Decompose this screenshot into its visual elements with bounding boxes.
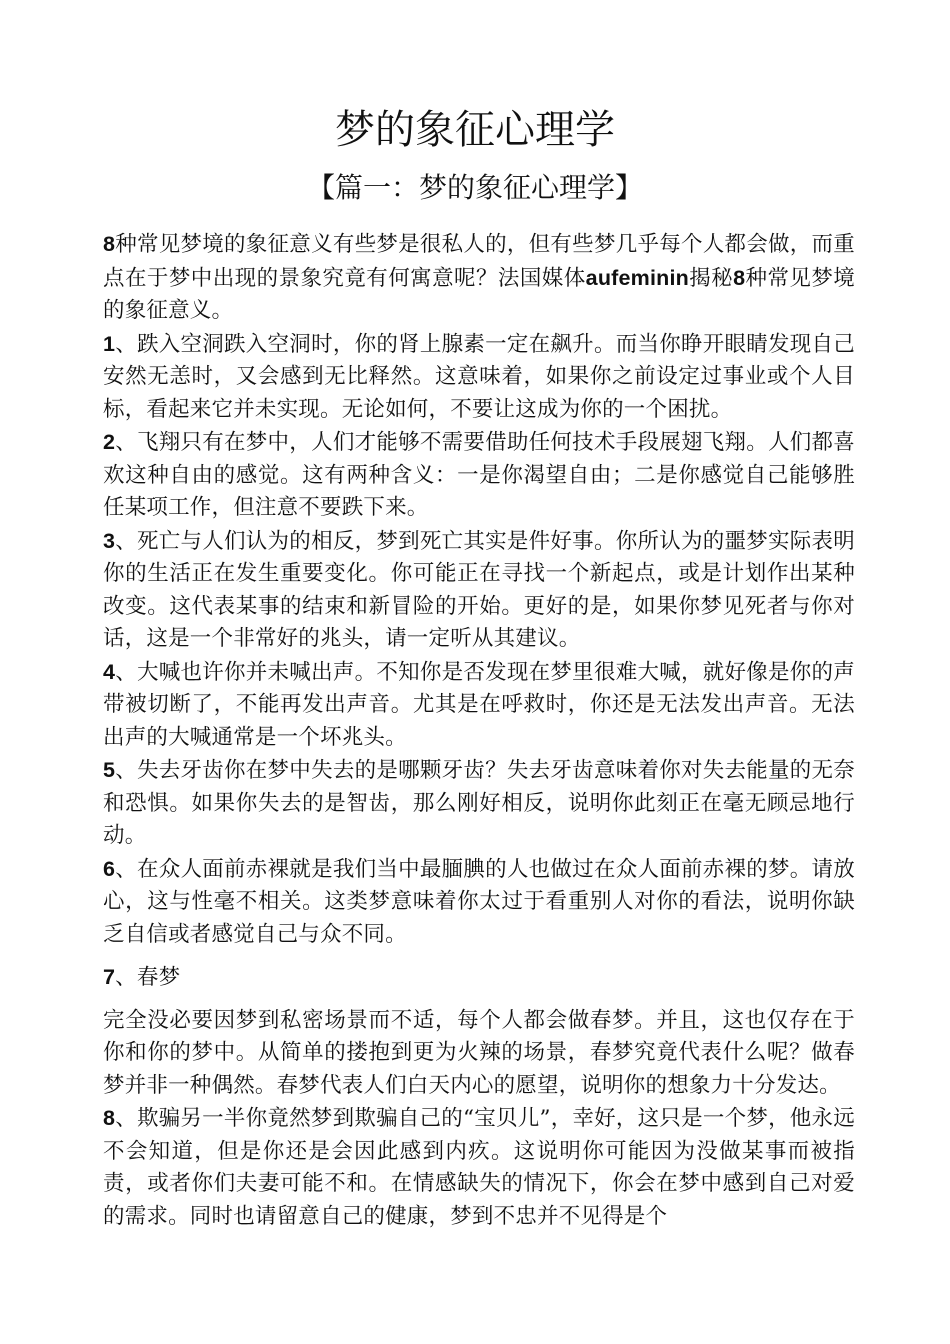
item-number: 2 xyxy=(103,430,116,454)
spacer xyxy=(103,951,855,961)
intro-paragraph xyxy=(103,228,855,328)
item-text: 、在众人面前赤裸就是我们当中最腼腆的人也做过在众人面前赤裸的梦。请放心，这与性毫不相关。这类梦意味着你太过于看重别人对你的看法，说明你缺乏自信或者感觉自己与众不同。 xyxy=(103,856,855,947)
document-subtitle: 【篇一：梦的象征心理学】 xyxy=(306,171,643,204)
document-title: 梦的象征心理学 xyxy=(335,107,615,153)
intro-number-2: 8 xyxy=(733,265,746,290)
list-item-6 xyxy=(103,853,855,952)
item-number: 7 xyxy=(103,965,116,989)
list-item-5 xyxy=(103,754,855,853)
item-number: 4 xyxy=(103,659,116,684)
list-item-8 xyxy=(103,1102,855,1233)
spacer xyxy=(103,995,855,1005)
item-number: 3 xyxy=(103,528,116,553)
list-item-4 xyxy=(103,656,855,755)
intro-text-b: 揭秘 xyxy=(689,265,734,291)
item-number: 5 xyxy=(103,758,116,782)
item-text: 、死亡与人们认为的相反，梦到死亡其实是件好事。你所认为的噩梦实际表明你的生活正在发生重要变化。你可能正在寻找一个新起点，或是计划作出某种改变。这代表某事的结束和新冒险的开始。更好的是，如果你梦见死者与你对话，这是一个非常好的兆头，请一定听从其建议。 xyxy=(103,528,855,651)
list-item-1 xyxy=(103,328,855,427)
item-text: 、跌入空洞跌入空洞时，你的肾上腺素一定在飙升。而当你睁开眼睛发现自己安然无恙时，又会感到无比释然。这意味着，如果你之前设定过事业或个人目标，看起来它并未实现。无论如何，不要让这成为你的一个困扰。 xyxy=(103,331,855,422)
list-item-7-text: 完全没必要因梦到私密场景而不适，每个人都会做春梦。并且，这也仅存在于你和你的梦中。从简单的搂抱到更为火辣的场景，春梦究竟代表什么呢？做春梦并非一种偶然。春梦代表人们白天内心的愿望，说明你的想象力十分发达。 xyxy=(103,1007,855,1098)
item-number: 1 xyxy=(103,331,116,356)
intro-text-a: 种常见梦境的象征意义有些梦是很私人的，但有些梦几乎每个人都会做，而重点在于梦中出现的景象究竟有何寓意呢？法国媒体 xyxy=(103,232,855,291)
intro-brand: aufeminin xyxy=(585,265,689,290)
item-text: 、欺骗另一半你竟然梦到欺骗自己的“宝贝儿”，幸好，这只是一个梦，他永远不会知道，但是你还是会因此感到内疚。这说明你可能因为没做某事而被指责，或者你们夫妻可能不和。在情感缺失的情况下，你会在梦中感到自己对爱的需求。同时也请留意自己的健康，梦到不忠并不见得是个 xyxy=(103,1106,855,1229)
item-text: 、飞翔只有在梦中，人们才能够不需要借助任何技术手段展翅飞翔。人们都喜欢这种自由的感觉。这有两种含义：一是你渴望自由；二是你感觉自己能够胜任某项工作，但注意不要跌下来。 xyxy=(103,430,855,520)
document-body xyxy=(103,228,855,1233)
list-item-2 xyxy=(103,426,855,525)
intro-text-c: 种常见梦境的象征意义。 xyxy=(103,265,855,323)
list-item-3 xyxy=(103,525,855,656)
list-item-7-heading xyxy=(103,961,855,995)
intro-number: 8 xyxy=(103,232,116,256)
item-number: 8 xyxy=(103,1106,116,1130)
item-heading: 、春梦 xyxy=(115,965,181,990)
item-number: 6 xyxy=(103,856,116,881)
item-text: 、失去牙齿你在梦中失去的是哪颗牙齿？失去牙齿意味着你对失去能量的无奈和恐惧。如果你失去的是智齿，那么刚好相反，说明你此刻正在毫无顾忌地行动。 xyxy=(103,758,855,848)
item-text: 、大喊也许你并未喊出声。不知你是否发现在梦里很难大喊，就好像是你的声带被切断了，不能再发出声音。尤其是在呼救时，你还是无法发出声音。无法出声的大喊通常是一个坏兆头。 xyxy=(103,659,855,750)
